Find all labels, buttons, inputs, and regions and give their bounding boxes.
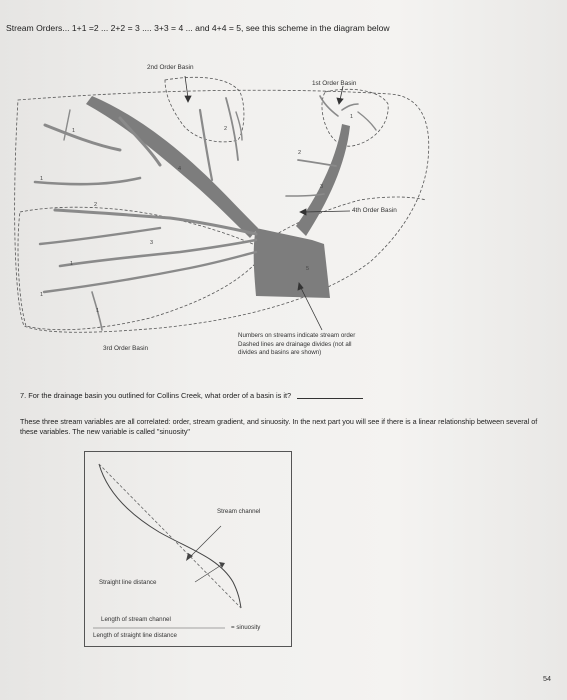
fourth-order-basin-label: 4th Order Basin — [352, 207, 397, 214]
sinuosity-paragraph: These three stream variables are all correlated: order, stream gradient, and sinuosity. In the next part you will see if there is a linear relationship between several of these variables. The new variable is called "sinuosity" — [20, 417, 538, 436]
straight-line-label: Straight line distance — [99, 579, 157, 586]
question-text: 7. For the drainage basin you outlined for Collins Creek, what order of a basin is it? — [20, 391, 292, 400]
first-order-basin-divide — [322, 89, 388, 146]
stream-number: 1 — [350, 114, 354, 120]
note-line: Numbers on streams indicate stream order — [238, 332, 356, 339]
sinuosity-figure — [84, 451, 292, 647]
stream-number: 2 — [298, 150, 302, 156]
sinuosity-result: = sinuosity — [231, 624, 261, 631]
stream-number: 2 — [94, 202, 98, 208]
page-number: 54 — [543, 674, 551, 683]
stream-number: 5 — [306, 266, 310, 272]
first-order-basin-label: 1st Order Basin — [312, 80, 357, 87]
diagram-note — [238, 332, 355, 358]
fourth-order-basin-divide — [270, 197, 426, 238]
third-order-basin-divide — [18, 207, 266, 330]
second-order-basin-label: 2nd Order Basin — [147, 64, 194, 71]
drainage-basin-diagram — [0, 60, 567, 360]
straight-line-distance — [99, 464, 241, 608]
note-line: Dashed lines are drainage divides (not all — [238, 340, 352, 348]
stream-channel-label: Stream channel — [217, 508, 261, 515]
stream-number: 1 — [70, 261, 74, 267]
stream-number: 3 — [320, 184, 324, 190]
question-7 — [20, 391, 363, 400]
stream-number: 2 — [224, 126, 228, 132]
stream-number: 1 — [40, 176, 44, 182]
main-stream-channel — [86, 96, 258, 238]
answer-blank[interactable] — [297, 398, 363, 399]
fraction-numerator: Length of stream channel — [101, 616, 171, 623]
stream-number: 1 — [96, 308, 100, 314]
third-order-basin-label: 3rd Order Basin — [103, 345, 149, 352]
fifth-order-outlet — [254, 228, 330, 298]
header-text: Stream Orders... 1+1 =2 ... 2+2 = 3 .... 3+3 = 4 ... and 4+4 = 5, see this scheme in the diagram below — [6, 23, 390, 33]
stream-number: 1 — [40, 292, 44, 298]
stream-number: 4 — [178, 166, 182, 172]
fourth-order-branch — [296, 124, 350, 236]
fraction-denominator: Length of straight line distance — [93, 632, 177, 639]
stream-number: 1 — [72, 128, 76, 134]
note-line: divides and basins are shown) — [238, 349, 322, 356]
stream-number: 3 — [150, 240, 154, 246]
